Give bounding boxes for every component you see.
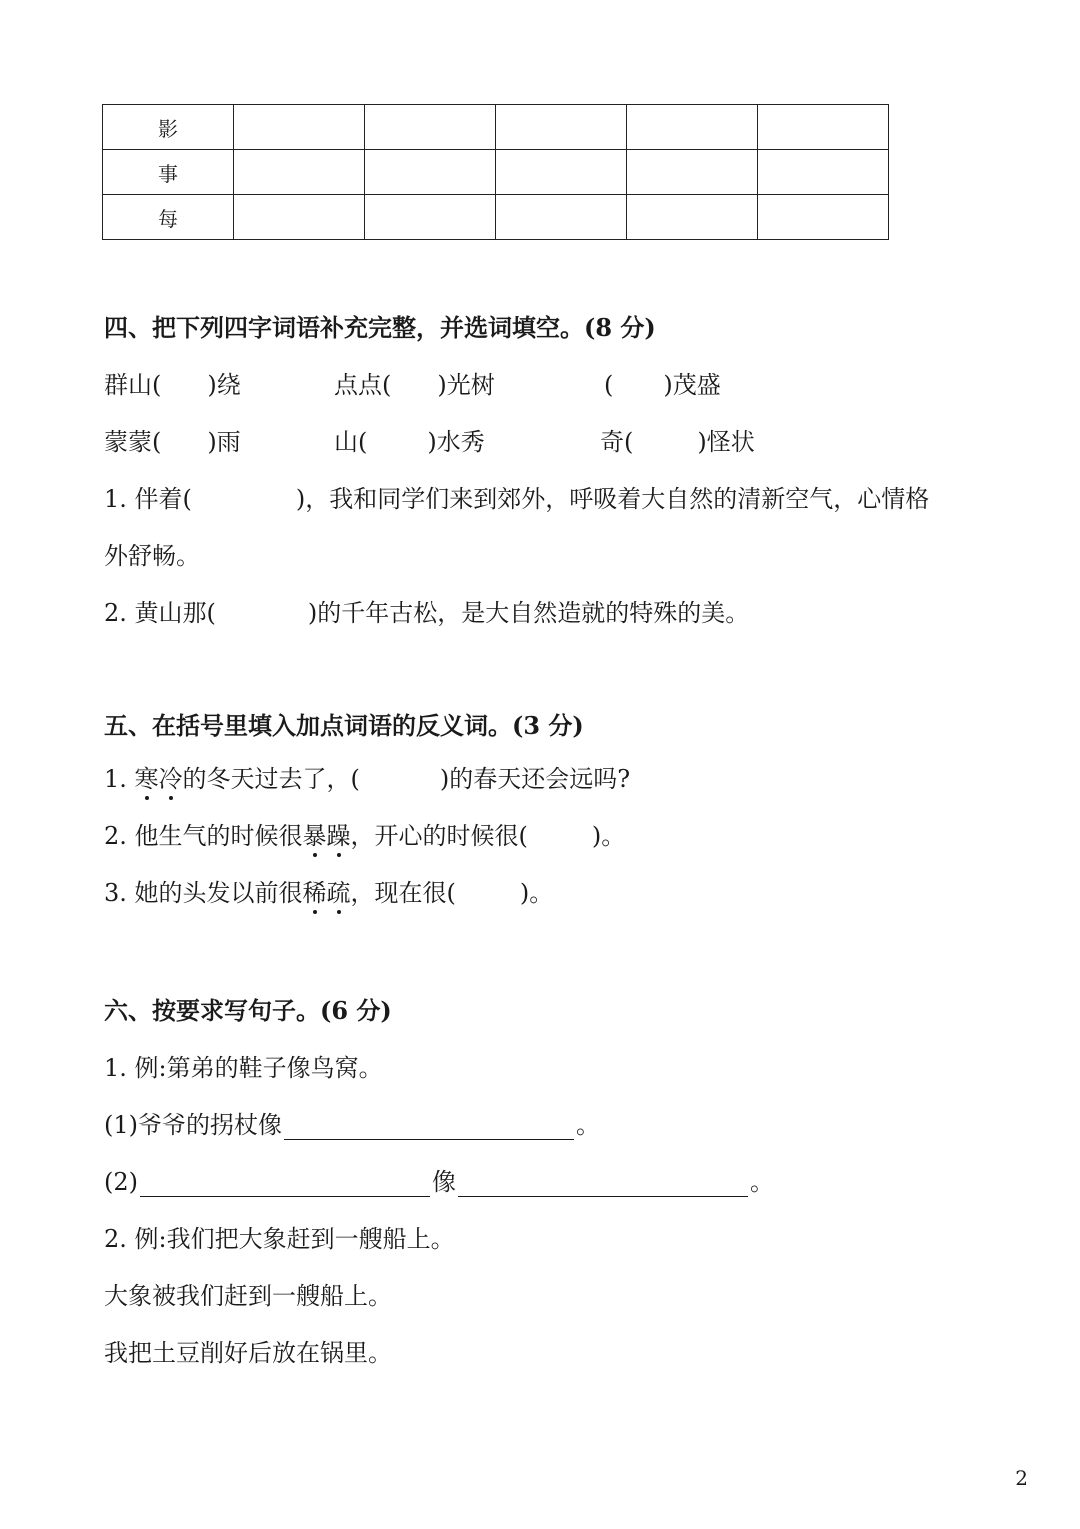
s5q1-post: 的冬天过去了，( — [182, 765, 360, 793]
section4-q1 — [104, 484, 929, 514]
dotted-char: 稀 — [302, 879, 327, 907]
table-cell-char: 影 — [103, 105, 234, 150]
section6-sentence1 — [104, 1110, 600, 1140]
s5q3-post: ，现在很( — [350, 879, 456, 907]
table-cell-blank[interactable] — [496, 195, 627, 240]
section6-example1: 1. 例:第弟的鞋子像鸟窝。 — [104, 1054, 383, 1082]
idiom-f-end: )怪状 — [697, 428, 755, 456]
q1-start: 1. 伴着( — [104, 485, 192, 513]
table-cell-char: 事 — [103, 150, 234, 195]
idiom-d-end: )雨 — [207, 428, 241, 456]
table-cell-blank[interactable] — [758, 150, 889, 195]
table-cell-blank[interactable] — [627, 195, 758, 240]
idiom-e-end: )水秀 — [427, 428, 485, 456]
table-cell-blank[interactable] — [627, 150, 758, 195]
idiom-c-start: ( — [604, 371, 614, 399]
q2-start: 2. 黄山那( — [104, 599, 216, 627]
section5-heading: 五、在括号里填入加点词语的反义词。(3 分) — [104, 711, 584, 740]
character-table — [102, 104, 889, 240]
dotted-char: 疏 — [326, 879, 351, 907]
section5-q1 — [104, 764, 630, 794]
section4-q2 — [104, 598, 749, 628]
s6s2-start: (2) — [104, 1168, 138, 1196]
section5-q3 — [104, 878, 553, 908]
section6-sentence2 — [104, 1167, 774, 1197]
s6s1-start: (1)爷爷的拐杖像 — [104, 1111, 282, 1139]
idiom-f — [600, 427, 755, 457]
s6s2-mid: 像 — [432, 1168, 456, 1196]
table-row — [103, 195, 889, 240]
table-cell-blank[interactable] — [496, 105, 627, 150]
idiom-c — [604, 370, 721, 400]
idiom-d — [104, 427, 241, 457]
page-number: 2 — [1015, 1466, 1028, 1490]
s5q1-end: )的春天还会远吗? — [439, 765, 631, 793]
idiom-f-start: 奇( — [600, 428, 634, 456]
section5-q2 — [104, 821, 625, 851]
table-cell-char: 每 — [103, 195, 234, 240]
table-cell-blank[interactable] — [758, 105, 889, 150]
dotted-char: 寒 — [134, 765, 159, 793]
table-cell-blank[interactable] — [234, 105, 365, 150]
table-cell-blank[interactable] — [234, 150, 365, 195]
idiom-b — [334, 370, 495, 400]
s6s2-underline-blank-2[interactable] — [458, 1170, 748, 1197]
s6s1-underline-blank[interactable] — [284, 1113, 574, 1140]
idiom-a — [104, 370, 241, 400]
table-cell-blank[interactable] — [758, 195, 889, 240]
dotted-char: 冷 — [158, 765, 183, 793]
table-cell-blank[interactable] — [496, 150, 627, 195]
table-cell-blank[interactable] — [365, 150, 496, 195]
dotted-char: 暴 — [302, 822, 327, 850]
section4-heading: 四、把下列四字词语补充完整，并选词填空。(8 分) — [104, 313, 656, 342]
q1-rest: )，我和同学们来到郊外，呼吸着大自然的清新空气，心情格 — [295, 485, 930, 513]
s6s1-end: 。 — [576, 1111, 600, 1139]
section6-example2-result: 大象被我们赶到一艘船上。 — [104, 1282, 392, 1310]
s6s2-underline-blank-1[interactable] — [140, 1170, 430, 1197]
s6s2-end: 。 — [750, 1168, 774, 1196]
idiom-e — [334, 427, 485, 457]
table-cell-blank[interactable] — [365, 195, 496, 240]
idiom-a-start: 群山( — [104, 371, 162, 399]
table-cell-blank[interactable] — [234, 195, 365, 240]
idiom-b-start: 点点( — [334, 371, 392, 399]
s5q3-pre: 3. 她的头发以前很 — [104, 879, 303, 907]
section6-heading: 六、按要求写句子。(6 分) — [104, 996, 392, 1025]
section4-q1-cont: 外舒畅。 — [104, 542, 200, 570]
idiom-b-end: )光树 — [437, 371, 495, 399]
s5q1-pre: 1. — [104, 765, 135, 793]
table-row — [103, 105, 889, 150]
s5q2-pre: 2. 他生气的时候很 — [104, 822, 303, 850]
s5q2-end: )。 — [591, 822, 626, 850]
idiom-c-end: )茂盛 — [663, 371, 721, 399]
s5q3-end: )。 — [519, 879, 554, 907]
idiom-e-start: 山( — [334, 428, 368, 456]
section6-example2: 2. 例:我们把大象赶到一艘船上。 — [104, 1225, 455, 1253]
table-row — [103, 150, 889, 195]
section6-task-sentence: 我把土豆削好后放在锅里。 — [104, 1339, 392, 1367]
idiom-a-end: )绕 — [207, 371, 241, 399]
q2-rest: )的千年古松，是大自然造就的特殊的美。 — [307, 599, 750, 627]
s5q2-post: ，开心的时候很( — [350, 822, 528, 850]
table-cell-blank[interactable] — [627, 105, 758, 150]
dotted-char: 躁 — [326, 822, 351, 850]
table-cell-blank[interactable] — [365, 105, 496, 150]
idiom-d-start: 蒙蒙( — [104, 428, 162, 456]
